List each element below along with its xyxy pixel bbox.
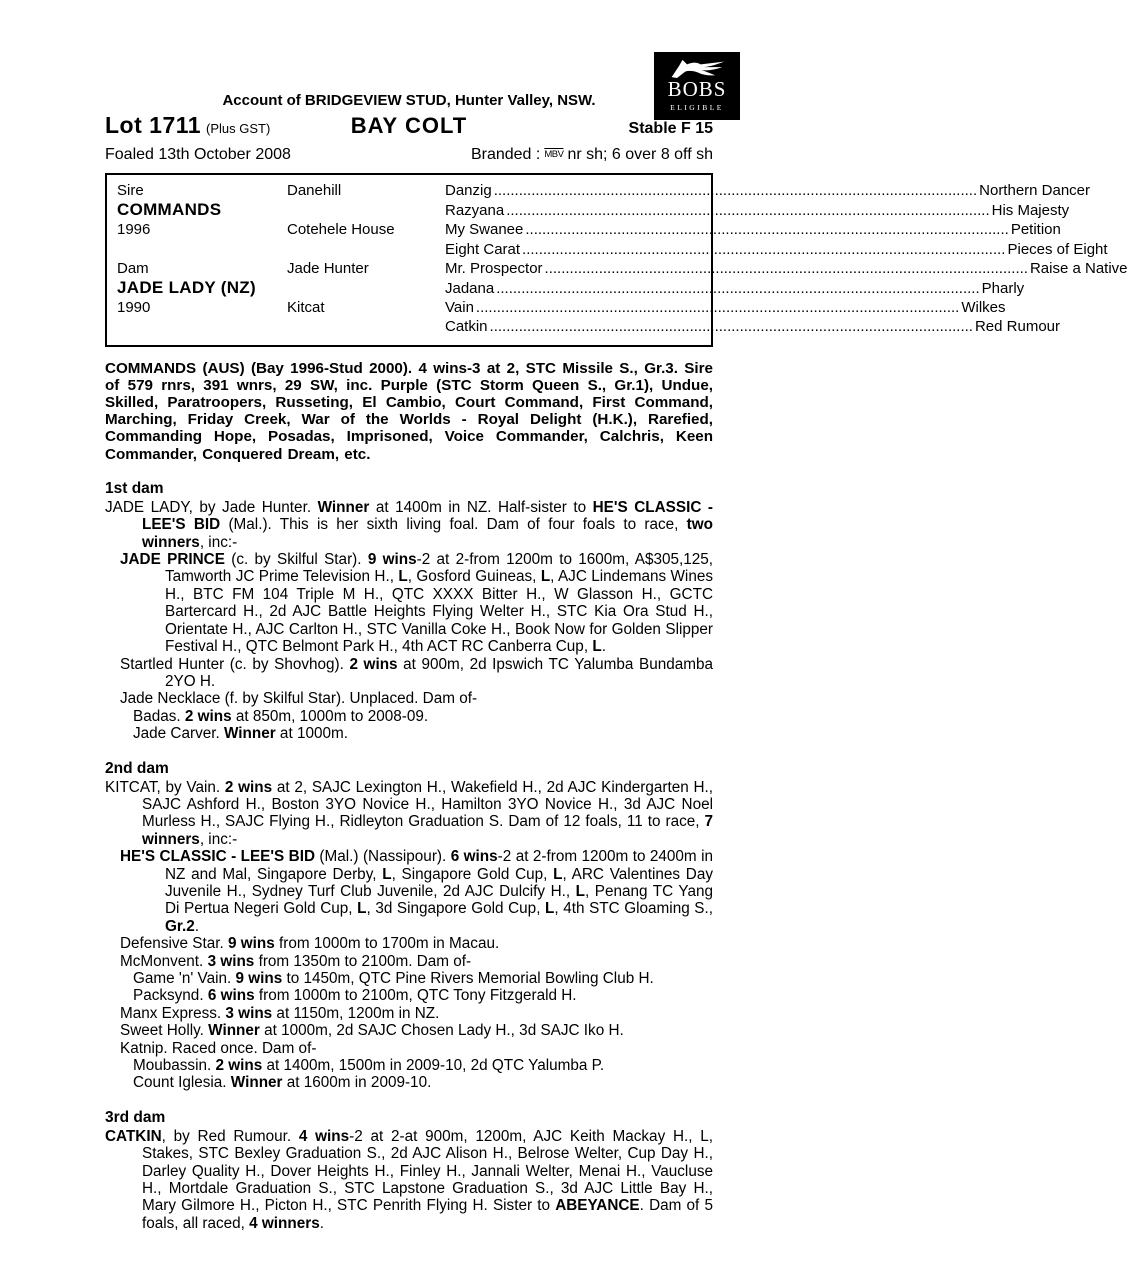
- pedigree-entry: JADE LADY (NZ): [117, 278, 256, 298]
- pedigree-entry: Dam: [117, 259, 149, 277]
- ancestor-name: Raise a Native: [1029, 259, 1128, 277]
- ancestor-name: Catkin: [445, 318, 488, 336]
- pedigree-ancestor-pair: [445, 220, 1061, 239]
- ancestor-name: Eight Carat: [445, 240, 521, 258]
- foaled-row: [105, 146, 713, 164]
- pedigree-row: [117, 259, 1128, 278]
- dot-leader: [476, 298, 959, 317]
- pedigree-paragraph: Packsynd. 6 wins from 1000m to 2100m, QTC Tony Fitzgerald H.: [133, 987, 577, 1005]
- ancestor-name: Pharly: [981, 280, 1025, 298]
- dot-leader: [490, 317, 973, 336]
- pedigree-ancestor-pair: [445, 240, 1108, 259]
- dot-leader: [525, 220, 1008, 239]
- lot-number: Lot 1711: [105, 112, 202, 138]
- pedigree-paragraph: Manx Express. 3 wins at 1150m, 1200m in NZ.: [120, 1004, 440, 1022]
- pedigree-paragraph: Defensive Star. 9 wins from 1000m to 1700m in Macau.: [120, 935, 500, 953]
- pedigree-row: [117, 240, 1108, 259]
- ancestor-name: Mr. Prospector: [445, 259, 543, 277]
- pedigree-paragraph: Badas. 2 wins at 850m, 1000m to 2008-09.: [133, 707, 429, 725]
- pedigree-row: [117, 278, 1025, 298]
- pedigree-ancestor-pair: [445, 279, 1024, 298]
- dot-leader: [522, 240, 1005, 259]
- bobs-subtitle: ELIGIBLE: [670, 103, 724, 112]
- pedigree-paragraph: Startled Hunter (c. by Shovhog). 2 wins at 900m, 2d Ipswich TC Yalumba Bundamba 2YO H.: [120, 655, 714, 690]
- pedigree-paragraph: CATKIN, by Red Rumour. 4 wins-2 at 2-at 900m, 1200m, AJC Keith Mackay H., L, Stakes, STC Bexley Graduation S., 2d AJC Alison H., Belrose Welter, Cup Day H., Darley Quality H., Dover Heights H., Finley H., Jannali Welter, Menai H., Vaucluse H., Mortdale Graduation S., STC Lapstone Graduation S., 3d AJC Little Bay H., Mary Gilmore H., Picton H., STC Penrith Flying H. Sister to ABEYANCE. Dam of 5 foals, all raced, 4 winners.: [105, 1127, 714, 1232]
- pedigree-ancestor-pair: [445, 181, 1090, 200]
- pedigree-row: [117, 298, 1006, 317]
- account-line: Account of BRIDGEVIEW STUD, Hunter Valley, NSW.: [222, 92, 596, 109]
- pedigree-row: [117, 200, 1070, 220]
- sire-summary: COMMANDS (AUS) (Bay 1996-Stud 2000). 4 wins-3 at 2, STC Missile S., Gr.3. Sire of 579 rnrs, 391 wnrs, 29 SW, inc. Purple (STC Storm Queen S., Gr.1), Undue, Skilled, Paratroopers, Russeting, El Cambio, Court Command, First Command, Marching, Friday Creek, War of the Worlds - Royal Delight (H.K.), Rarefied, Commanding Hope, Posadas, Imprisoned, Voice Commander, Calchris, Keen Commander, Conquered Dream, etc.: [105, 359, 713, 463]
- dot-leader: [545, 259, 1028, 278]
- dam-section-heading: 2nd dam: [105, 759, 169, 777]
- pedigree-paragraph: JADE LADY, by Jade Hunter. Winner at 1400m in NZ. Half-sister to HE'S CLASSIC - LEE'S BID (Mal.). This is her sixth living foal. Dam of four foals to race, two winners, inc:-: [105, 498, 714, 551]
- dam-section-heading: 1st dam: [105, 479, 164, 497]
- pedigree-parent: Kitcat: [287, 299, 325, 317]
- ancestor-name: Danzig: [445, 182, 492, 199]
- pedigree-paragraph: Katnip. Raced once. Dam of-: [120, 1039, 317, 1057]
- pedigree-paragraph: Sweet Holly. Winner at 1000m, 2d SAJC Chosen Lady H., 3d SAJC Iko H.: [120, 1022, 624, 1040]
- pedigree-ancestor-pair: [445, 298, 1006, 317]
- pedigree-entry: 1990: [117, 299, 151, 317]
- brand-description: [471, 146, 713, 164]
- dot-leader: [494, 181, 977, 200]
- branded-label: Branded :: [470, 146, 541, 163]
- ancestor-name: Vain: [445, 299, 474, 317]
- pedigree-paragraph: Moubassin. 2 wins at 1400m, 1500m in 2009-10, 2d QTC Yalumba P.: [133, 1057, 605, 1075]
- pedigree-ancestor-pair: [445, 317, 1060, 336]
- brand-location: nr sh; 6 over 8 off sh: [567, 146, 713, 163]
- lot-left: [105, 112, 351, 139]
- pedigree-paragraph: KITCAT, by Vain. 2 wins at 2, SAJC Lexington H., Wakefield H., 2d AJC Kindergarten H., SAJC Ashford H., Boston 3YO Novice H., Hamilton 3YO Novice H., 3d AJC Noel Murless H., SAJC Flying H., Ridleyton Graduation S. Dam of 12 foals, 11 to race, 7 winners, inc:-: [105, 778, 714, 848]
- pedigree-row: [117, 220, 1061, 239]
- ancestor-name: Red Rumour: [974, 318, 1061, 336]
- ancestor-name: Wilkes: [961, 299, 1006, 317]
- lot-row: [105, 112, 713, 139]
- pedigree-parent: Danehill: [287, 182, 342, 199]
- pedigree-paragraph: Count Iglesia. Winner at 1600m in 2009-10.: [133, 1074, 432, 1092]
- catalogue-content: [105, 0, 1128, 1232]
- pedigree-row: [117, 181, 1091, 200]
- brand-mark: $\overline{MBV}$: [544, 149, 564, 160]
- dam-section-heading: 3rd dam: [105, 1108, 166, 1126]
- ancestor-name: His Majesty: [991, 202, 1070, 220]
- ancestor-name: Petition: [1010, 221, 1061, 239]
- pedigree-entry: 1996: [117, 221, 151, 239]
- foaled-date: Foaled 13th October 2008: [105, 146, 291, 163]
- pedigree-parent: Cotehele House: [287, 221, 395, 239]
- pedigree-parent: Jade Hunter: [287, 259, 369, 277]
- pedigree-paragraph: McMonvent. 3 wins from 1350m to 2100m. Dam of-: [120, 952, 472, 970]
- pedigree-paragraph: HE'S CLASSIC - LEE'S BID (Mal.) (Nassipour). 6 wins-2 at 2-from 1200m to 2400m in NZ and Mal, Singapore Derby, L, Singapore Gold Cup, L, ARC Valentines Day Juvenile H., Sydney Turf Club Juvenile, 2d AJC Dulcify H., L, Penang TC Yang Di Pertua Negeri Gold Cup, L, 3d Singapore Gold Cup, L, 4th STC Gloaming S., Gr.2.: [120, 848, 714, 935]
- pedigree-paragraph: JADE PRINCE (c. by Skilful Star). 9 wins-2 at 2-from 1200m to 1600m, A$305,125, Tamworth JC Prime Television H., L, Gosford Guineas, L, AJC Lindemans Wines H., BTC FM 104 Triple M H., QTC XXXX Bitter H., W Glasson H., GCTC Bartercard H., 2d AJC Battle Heights Flying Welter H., STC Kia Ora Stud H., Orientate H., AJC Carlton H., STC Vanilla Coke H., Book Now for Golden Slipper Festival H., QTC Belmont Park H., 4th ACT RC Canberra Cup, L.: [120, 551, 714, 656]
- dot-leader: [496, 279, 979, 298]
- bobs-title: BOBS: [667, 77, 727, 101]
- pedigree-entry: Sire: [117, 182, 144, 199]
- pedigree-table: [105, 173, 1128, 347]
- pedigree-entry: COMMANDS: [117, 200, 222, 220]
- pedigree-paragraph: Jade Necklace (f. by Skilful Star). Unplaced. Dam of-: [120, 690, 478, 708]
- pedigree-paragraph: Jade Carver. Winner at 1000m.: [133, 725, 348, 743]
- pedigree-row: [117, 317, 1061, 336]
- gst-note: (Plus GST): [206, 121, 271, 136]
- pedigree-ancestor-pair: [445, 259, 1128, 278]
- pedigree-paragraph: Game 'n' Vain. 9 wins to 1450m, QTC Pine Rivers Memorial Bowling Club H.: [133, 970, 654, 987]
- ancestor-name: Pieces of Eight: [1007, 240, 1108, 258]
- ancestor-name: Northern Dancer: [979, 182, 1091, 199]
- pedigree-ancestor-pair: [445, 201, 1069, 220]
- dam-sections: [105, 480, 713, 1232]
- stable-number: Stable F 15: [628, 120, 713, 137]
- ancestor-name: Jadana: [445, 280, 495, 298]
- ancestor-name: My Swanee: [445, 221, 524, 239]
- horse-title: BAY COLT: [350, 113, 468, 138]
- ancestor-name: Razyana: [445, 202, 505, 220]
- dot-leader: [506, 201, 989, 220]
